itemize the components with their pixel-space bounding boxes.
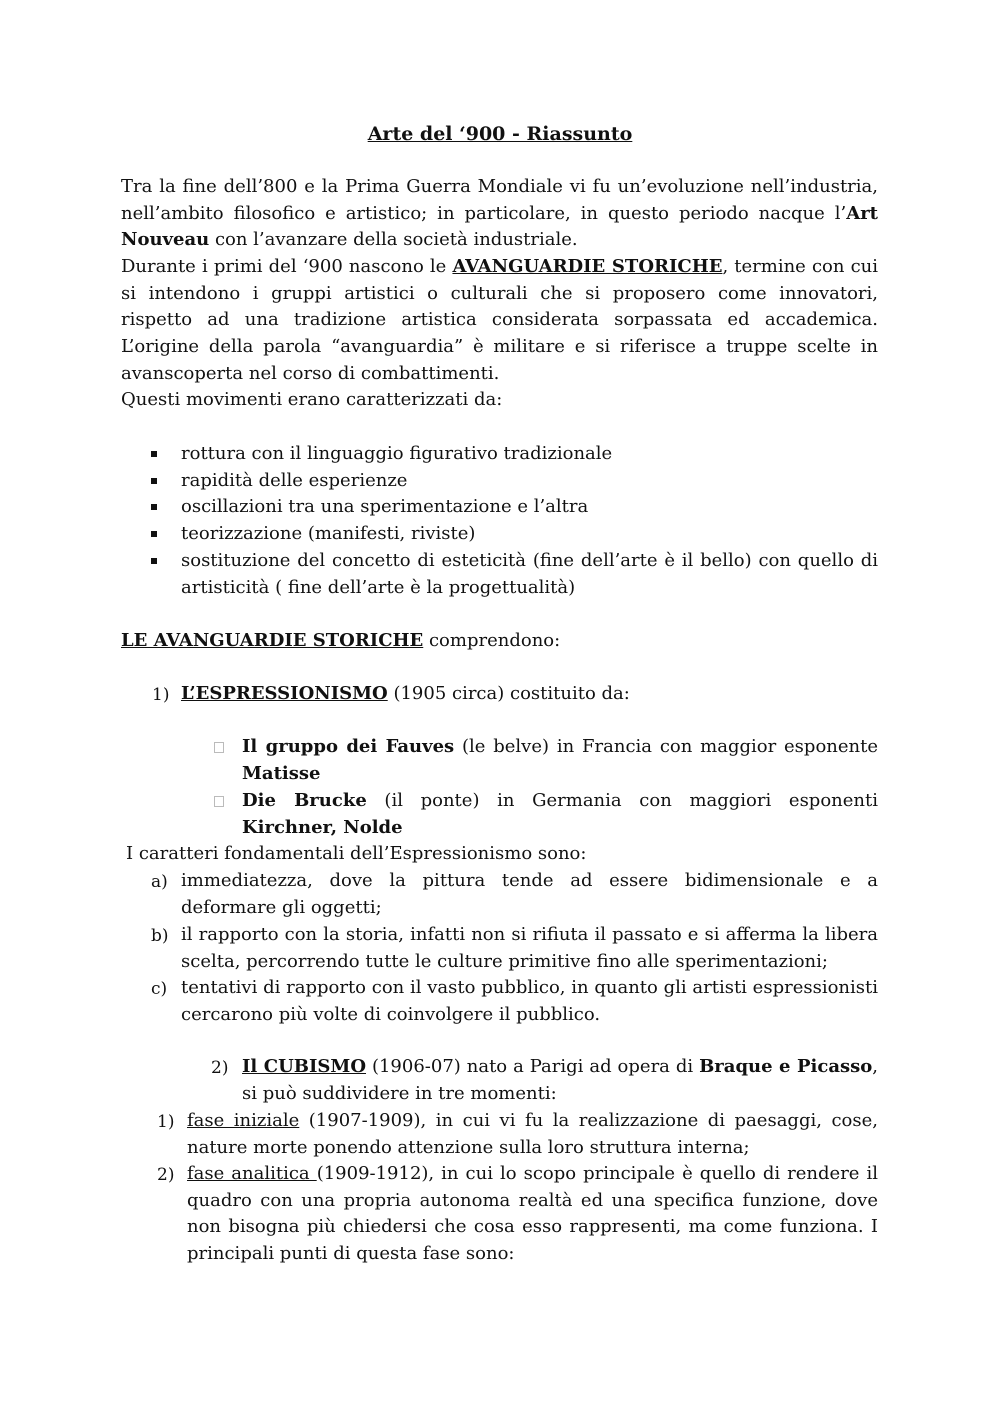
braque-picasso-term: Braque e Picasso xyxy=(699,1056,873,1077)
phase-item-iniziale xyxy=(187,1108,878,1161)
list-item: rapidità delle esperienze xyxy=(181,470,408,491)
phase-name: fase iniziale xyxy=(187,1110,300,1131)
phase-text: (1909-1912), in cui lo scopo principale è quello di rendere il quadro con una propria autonoma realtà ed una specifica funzione, dove non bisogna più chiedersi che cosa esso rappresenti, ma come funziona. I principali punti di questa fase sono: xyxy=(187,1163,878,1265)
list-item: sostituzione del concetto di esteticità (fine dell’arte è il bello) con quello di artisticità ( fine dell’arte è la progettualità) xyxy=(181,550,878,598)
intro-p1-tail: con l’avanzare della società industriale. xyxy=(209,229,578,251)
cubismo-heading xyxy=(242,1054,878,1107)
caratteri-item: il rapporto con la storia, infatti non si rifiuta il passato e si afferma la libera scelta, percorrendo tutte le culture primitive fino alle sperimentazioni; xyxy=(181,924,878,972)
bullet-square-icon xyxy=(151,531,157,537)
brucke-term: Die Brucke xyxy=(242,790,367,811)
group-item-brucke xyxy=(242,788,878,841)
intro-p1-text: Tra la fine dell’800 e la Prima Guerra Mondiale vi fu un’evoluzione nell’industria, nell’ambito filosofico e artistico; in particolare, in questo periodo nacque l’ xyxy=(121,176,878,224)
kirchner-nolde-term: Kirchner, Nolde xyxy=(242,816,403,838)
caratteri-item: immediatezza, dove la pittura tende ad essere bidimensionale e a deformare gli oggetti; xyxy=(181,870,878,918)
section-number: 2) xyxy=(211,1058,229,1078)
avanguardie-heading xyxy=(121,628,878,655)
caratteri-item: tentativi di rapporto con il vasto pubblico, in quanto gli artisti espressionisti cercarono più volte di coinvolgere il pubblico. xyxy=(181,977,878,1025)
art-nouveau-term: Art Nouveau xyxy=(121,202,878,251)
bullet-square-icon xyxy=(151,558,157,564)
list-item: teorizzazione (manifesti, riviste) xyxy=(181,523,476,544)
list-item: oscillazioni tra una sperimentazione e l’altra xyxy=(181,496,589,517)
avanguardie-heading-rest: comprendono: xyxy=(423,630,561,651)
bullet-square-icon xyxy=(151,504,157,510)
intro-paragraph-3: Questi movimenti erano caratterizzati da: xyxy=(121,389,503,410)
item-letter: c) xyxy=(151,979,168,999)
avanguardie-heading-term: LE AVANGUARDIE STORICHE xyxy=(121,630,424,651)
phase-text: (1907-1909), in cui vi fu la realizzazione di paesaggi, cose, nature morte ponendo attenzione sulla loro struttura interna; xyxy=(187,1110,878,1158)
caratteri-intro: I caratteri fondamentali dell’Espressionismo sono: xyxy=(126,843,587,864)
item-letter: a) xyxy=(151,872,168,892)
avanguardie-term: AVANGUARDIE STORICHE xyxy=(452,256,723,277)
intro-p2-tail: , termine con cui si intendono i gruppi artistici o culturali che si proposero come innovatori, rispetto ad una tradizione artistica considerata sorpassata ed accademica. L’origine della parola “avanguardia” è militare e si riferisce a truppe scelte in avanscoperta nel corso di combattimenti. xyxy=(121,256,879,384)
bullet-square-icon xyxy=(151,451,157,457)
intro-paragraph-2 xyxy=(121,254,878,388)
item-number: 2) xyxy=(157,1165,175,1185)
cubismo-rest-a: (1906-07) nato a Parigi ad opera di xyxy=(366,1056,700,1077)
group-item-fauves xyxy=(242,734,878,787)
phase-item-analitica xyxy=(187,1161,878,1268)
intro-p2-text: Durante i primi del ‘900 nascono le xyxy=(121,256,453,277)
section-number: 1) xyxy=(152,685,170,705)
brucke-text: (il ponte) in Germania con maggiori esponenti xyxy=(366,790,878,811)
bullet-square-icon xyxy=(151,478,157,484)
espressionismo-term: L’ESPRESSIONISMO xyxy=(181,683,388,704)
box-bullet-icon xyxy=(214,796,224,807)
fauves-text: (le belve) in Francia con maggior esponente xyxy=(454,736,879,757)
document-title: Arte del ‘900 - Riassunto xyxy=(367,123,633,145)
item-number: 1) xyxy=(157,1112,175,1132)
fauves-term: Il gruppo dei Fauves xyxy=(242,736,455,757)
cubismo-rest-b: , si può suddividere in tre momenti: xyxy=(242,1056,878,1104)
espressionismo-rest: (1905 circa) costituito da: xyxy=(387,683,630,704)
item-letter: b) xyxy=(151,926,169,946)
intro-paragraph-1 xyxy=(121,174,878,254)
box-bullet-icon xyxy=(214,742,224,753)
matisse-term: Matisse xyxy=(242,762,321,784)
espressionismo-heading xyxy=(181,681,878,708)
list-item: rottura con il linguaggio figurativo tradizionale xyxy=(181,443,613,464)
cubismo-term: Il CUBISMO xyxy=(242,1056,367,1077)
phase-name: fase analitica xyxy=(187,1163,317,1184)
